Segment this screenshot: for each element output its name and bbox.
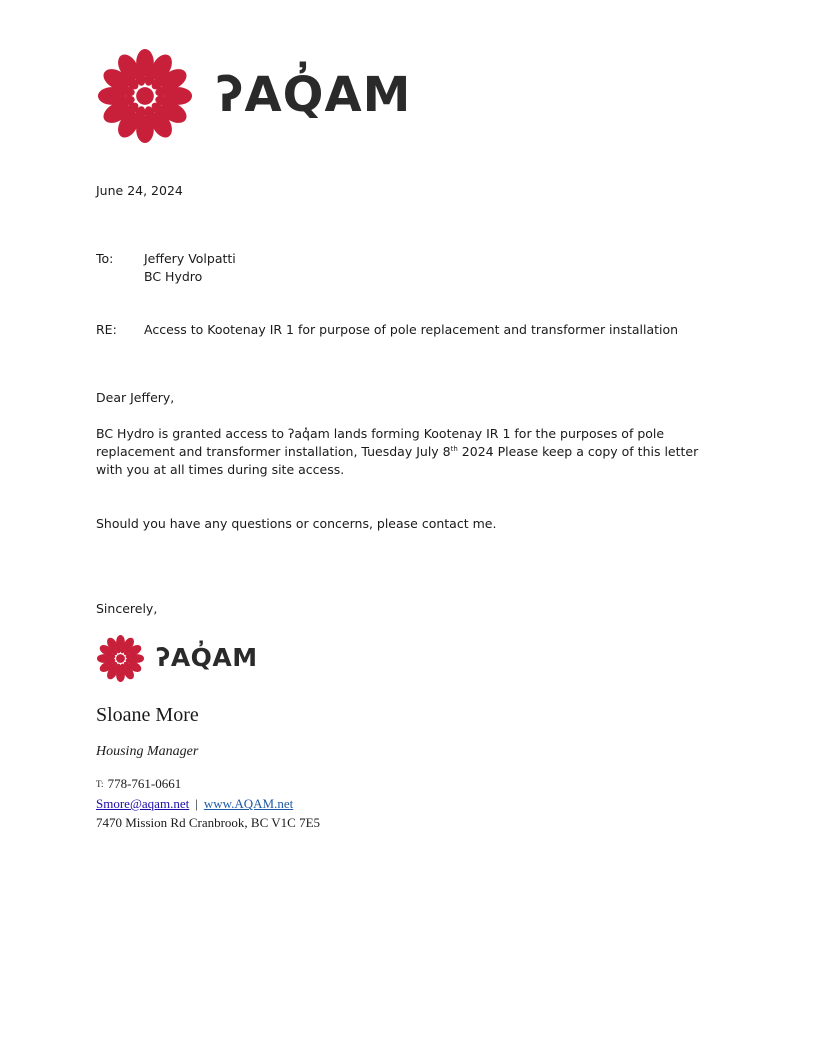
paragraph-text: 2024 Please keep a copy of this letter	[457, 444, 699, 459]
to-name: Jeffery Volpatti	[144, 251, 236, 266]
header-logo	[96, 47, 426, 147]
to-label: To:	[96, 251, 114, 266]
website-link[interactable]: www.AQAM.net	[203, 796, 294, 811]
flower-logo-icon	[96, 47, 194, 145]
signer-title: Housing Manager	[96, 744, 199, 759]
phone-number: 778-761-0661	[107, 776, 182, 791]
paragraph-text: replacement and transformer installation, Tuesday July 8	[96, 444, 451, 459]
paragraph-line: with you at all times during site access.	[96, 462, 345, 477]
signature-logo	[96, 634, 266, 684]
link-separator: |	[195, 796, 198, 811]
to-org: BC Hydro	[144, 269, 203, 284]
re-label: RE:	[96, 322, 117, 337]
signer-phone	[96, 775, 181, 793]
signer-address: 7470 Mission Rd Cranbrook, BC V1C 7E5	[96, 815, 321, 830]
salutation: Dear Jeffery,	[96, 390, 175, 405]
logo-wordmark: ʔAQ̓AM	[156, 643, 258, 672]
signer-name: Sloane More	[96, 704, 199, 726]
flower-logo-icon	[96, 634, 145, 683]
closing: Sincerely,	[96, 601, 158, 616]
paragraph-contact: Should you have any questions or concerns, please contact me.	[96, 516, 497, 531]
signer-links	[96, 795, 293, 813]
ordinal-suffix: th	[450, 444, 458, 453]
logo-wordmark: ʔAQ̓AM	[216, 67, 412, 123]
paragraph-access	[96, 425, 716, 479]
phone-label: T:	[96, 779, 104, 789]
paragraph-line	[96, 443, 716, 461]
email-link[interactable]: Smore@aqam.net	[96, 796, 190, 811]
paragraph-line: BC Hydro is granted access to ʔaq̓am lands forming Kootenay IR 1 for the purposes of pole	[96, 426, 665, 441]
letter-date: June 24, 2024	[96, 183, 183, 198]
re-text: Access to Kootenay IR 1 for purpose of pole replacement and transformer installation	[144, 322, 679, 337]
